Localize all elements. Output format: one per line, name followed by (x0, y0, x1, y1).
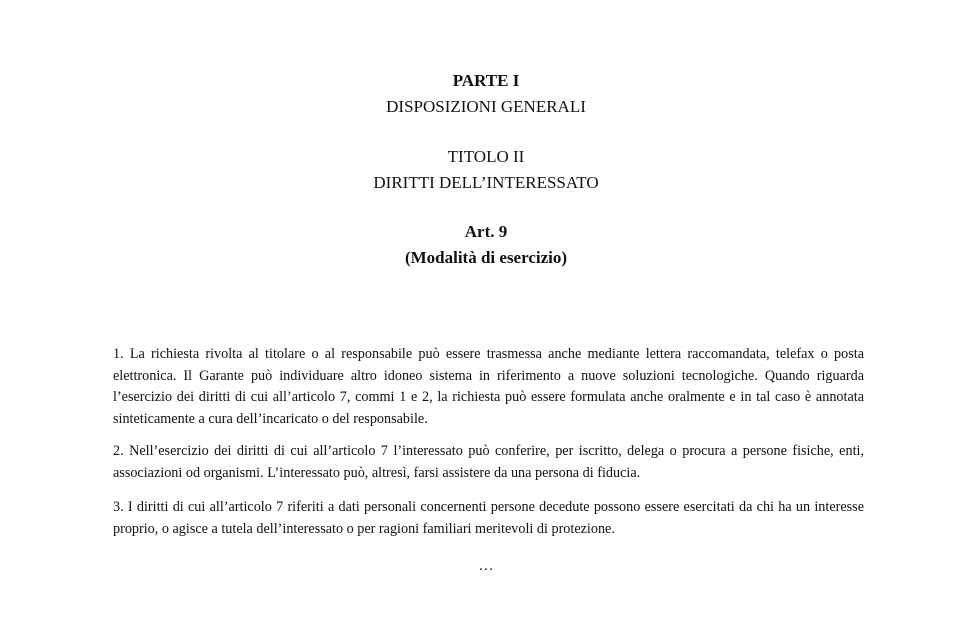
article-body (113, 344, 864, 430)
article-number: Art. 9 (464, 222, 508, 241)
title-name: DIRITTI DELL’INTERESSATO (373, 173, 599, 192)
article-body-3 (113, 497, 864, 540)
title-heading: TITOLO II (447, 147, 525, 166)
part-heading: PARTE I (452, 71, 520, 90)
article-subtitle: (Modalità di esercizio) (404, 248, 568, 267)
article-body-2 (113, 441, 864, 484)
continuation-ellipsis: … (478, 558, 494, 574)
paragraph-1: 1. La richiesta rivolta al titolare o al responsabile può essere trasmessa anche mediante lettera raccomandata, telefax o posta elettronica. Il Garante può individuare altro idoneo sistema in riferimento a nuove soluzioni tecnologiche. Quando riguarda l’esercizio dei diritti di cui all’articolo 7, commi 1 e 2, la richiesta può essere formulata anche oralmente e in tal caso è annotata sinteticamente a cura dell’incaricato o del responsabile. (113, 346, 864, 427)
paragraph-2: 2. Nell’esercizio dei diritti di cui all’articolo 7 l’interessato può conferire, per iscritto, delega o procura a persone fisiche, enti, associazioni od organismi. L’interessato può, altresì, farsi assistere da una persona di fiducia. (113, 443, 864, 481)
part-title: DISPOSIZIONI GENERALI (386, 97, 586, 116)
paragraph-3: 3. I diritti di cui all’articolo 7 riferiti a dati personali concernenti persone decedute possono essere esercitati da chi ha un interesse proprio, o agisce a tutela dell’interessato o per ragioni familiari meritevoli di protezione. (113, 499, 864, 537)
